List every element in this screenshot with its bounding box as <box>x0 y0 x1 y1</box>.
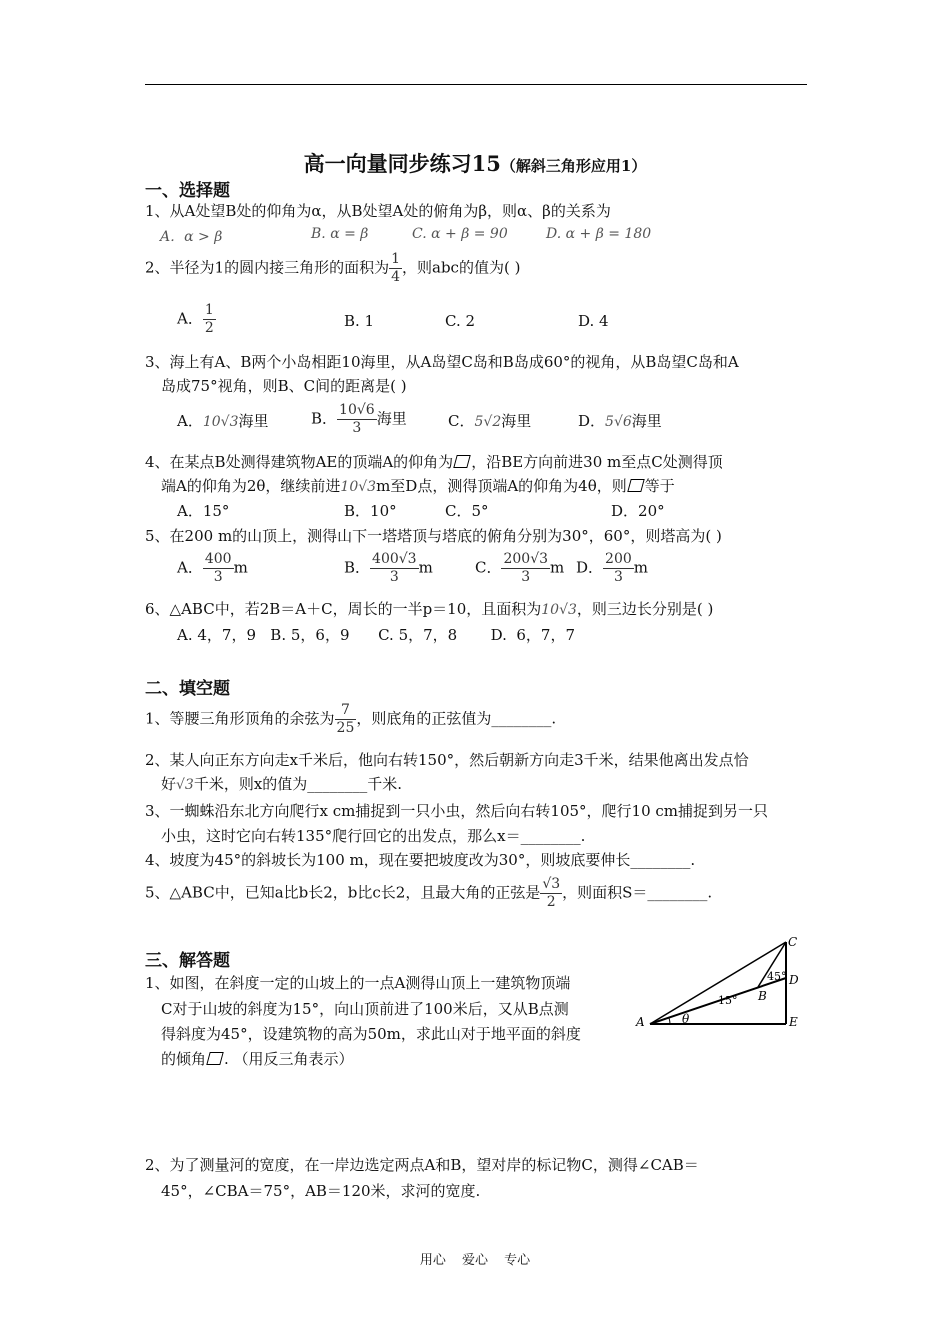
p2-line2: 45°，∠CBA＝75°，AB＝120米，求河的宽度. <box>161 1182 481 1200</box>
p1-line4-a: 的倾角 <box>161 1050 207 1068</box>
q6-stem-a: 6、△ABC中，若2B＝A＋C，周长的一半p＝10，且面积为 <box>145 600 542 618</box>
q5-option-d <box>576 551 648 586</box>
q5-option-a <box>177 551 248 586</box>
q4-option-d: D．20° <box>611 502 665 520</box>
missing-glyph-box-icon <box>206 1052 223 1065</box>
missing-glyph-box-icon <box>627 479 644 492</box>
q4-line1-b: ，沿BE方向前进30 m至点C处测得顶 <box>471 453 723 471</box>
q2-a-fraction <box>203 302 216 337</box>
q5-b-den: 3 <box>389 569 399 585</box>
q3-b-den: 3 <box>352 420 362 436</box>
sight-line-ac <box>650 942 786 1024</box>
p1-line4-b: . （用反三角表示） <box>224 1050 354 1068</box>
q5-c-unit: m <box>550 558 565 577</box>
section-answer: 三、解答题 <box>145 951 230 971</box>
q5-c-den: 3 <box>521 569 531 585</box>
q3-d-label: D． <box>578 412 606 430</box>
f2-line2-math: √3 <box>176 777 194 793</box>
p1-line3: 得斜度为45°，设建筑物的高为50m，求此山对于地平面的斜度 <box>161 1025 581 1043</box>
q5-d-fraction <box>603 551 634 586</box>
f1-num: 7 <box>335 702 357 720</box>
q5-d-num: 200 <box>605 551 632 567</box>
q2-option-a <box>177 302 216 337</box>
title-sub: （解斜三角形应用1） <box>500 157 647 175</box>
q2-stem-text: 2、半径为1的圆内接三角形的面积为 <box>145 258 390 277</box>
q5-stem: 5、在200 m的山顶上，测得山下一塔塔顶与塔底的俯角分别为30°，60°，则塔高为( ) <box>145 527 722 545</box>
p1-line2: C对于山坡的斜度为15°，向山顶前进了100米后，又从B点测 <box>161 1000 569 1018</box>
f5-text <box>145 876 712 911</box>
q4-line2 <box>161 475 675 496</box>
f2-line2-b: 千米，则x的值为________千米. <box>193 775 403 793</box>
q2-frac-num: 1 <box>391 251 401 267</box>
q1-stem: 1、从A处望B处的仰角为α，从B处望A处的俯角为β，则α、β的关系为 <box>145 202 611 220</box>
q5-d-den: 3 <box>613 569 623 585</box>
f2-line2 <box>161 773 402 794</box>
f1-fraction <box>335 702 357 737</box>
q1-option-a: A．α > β <box>160 229 223 245</box>
label-e: E <box>789 1015 798 1029</box>
q1-option-d: D. α + β = 180 <box>546 226 652 242</box>
title-main: 高一向量同步练习15 <box>303 151 501 176</box>
f5-den: 2 <box>546 894 556 910</box>
q4-option-b: B．10° <box>344 502 397 520</box>
q3-b-unit: 海里 <box>376 409 407 428</box>
slope-figure <box>630 930 810 1030</box>
section-choice: 一、选择题 <box>145 181 230 201</box>
f3-line1: 3、一蜘蛛沿东北方向爬行x cm捕捉到一只小虫，然后向右转105°，爬行10 cm捕捉到另一只 <box>145 802 769 820</box>
header-rule <box>145 84 807 85</box>
q5-a-num: 400 <box>204 551 232 567</box>
q3-line2: 岛成75°视角，则B、C间的距离是( ) <box>161 377 407 395</box>
f1-text-a: 1、等腰三角形顶角的余弦为 <box>145 709 335 728</box>
p2-line1: 2、为了测量河的宽度，在一岸边选定两点A和B，望对岸的标记物C，测得∠CAB＝ <box>145 1156 699 1174</box>
f5-num: √3 <box>542 876 561 892</box>
f3-line2: 小虫，这时它向右转135°爬行回它的出发点，那么x＝________. <box>161 827 586 845</box>
q5-a-label: A． <box>177 558 203 577</box>
q6-stem-math: 10√3 <box>541 602 577 618</box>
q4-line2-math: 10√3 <box>340 479 377 495</box>
p1-line1: 1、如图，在斜度一定的山坡上的一点A测得山顶上一建筑物顶端 <box>145 974 571 992</box>
q3-option-d <box>578 410 662 431</box>
q2-a-num: 1 <box>204 302 214 318</box>
q2-stem-end: ，则abc的值为( ) <box>402 258 521 277</box>
q5-b-label: B． <box>344 558 371 577</box>
q2-option-b: B. 1 <box>344 312 375 330</box>
q4-line2-a: 端A的仰角为2θ，继续前进 <box>161 477 341 495</box>
label-a: A <box>636 1015 645 1029</box>
section-fill: 二、填空题 <box>145 679 230 699</box>
q2-option-d: D. 4 <box>578 312 609 330</box>
q6-options: A. 4，7，9 B. 5，6，9 C. 5，7，8 D. 6，7，7 <box>177 626 576 644</box>
f5-text-a: 5、△ABC中，已知a比b长2，b比c长2，且最大角的正弦是 <box>145 883 541 902</box>
q3-line1: 3、海上有A、B两个小岛相距10海里，从A岛望C岛和B岛成60°的视角，从B岛望C岛和A <box>145 353 739 371</box>
label-b: B <box>758 989 767 1003</box>
q5-b-fraction <box>370 551 419 586</box>
q3-a-math: 10√3 <box>202 414 239 430</box>
q5-option-c <box>475 551 564 586</box>
q2-a-label: A． <box>177 309 203 328</box>
q2-stem <box>145 251 520 286</box>
q3-a-label: A． <box>177 412 203 430</box>
q4-line2-c: 等于 <box>644 477 675 495</box>
f1-text <box>145 702 556 737</box>
q4-option-a: A．15° <box>177 502 230 520</box>
f5-fraction <box>540 876 562 911</box>
f1-text-b: ，则底角的正弦值为________. <box>356 709 557 728</box>
q4-line1 <box>145 451 723 472</box>
q3-d-unit: 海里 <box>631 412 662 430</box>
q5-c-label: C． <box>475 558 502 577</box>
q5-a-unit: m <box>233 558 248 577</box>
q6-stem <box>145 598 713 619</box>
f4-text: 4、坡度为45°的斜坡长为100 m，现在要把坡度改为30°，则坡底要伸长________. <box>145 851 696 869</box>
q4-option-c: C．5° <box>445 502 489 520</box>
q5-d-label: D． <box>576 558 604 577</box>
label-angle-45: 45° <box>767 970 787 983</box>
q5-b-num: 400√3 <box>372 551 417 567</box>
label-angle-15: 15° <box>718 994 738 1007</box>
q3-option-b <box>311 402 407 437</box>
label-theta: θ <box>682 1012 690 1026</box>
q2-fraction <box>389 251 402 286</box>
q1-option-b: B. α = β <box>311 226 369 242</box>
q5-a-fraction <box>203 551 234 586</box>
q3-b-num: 10√6 <box>339 402 375 418</box>
q3-c-label: C． <box>448 412 475 430</box>
q6-stem-b: ，则三边长分别是( ) <box>576 600 714 618</box>
q4-line2-b: m至D点，测得顶端A的仰角为4θ，则 <box>376 477 627 495</box>
f5-text-b: ，则面积S＝________. <box>562 883 713 902</box>
q3-option-c <box>448 410 531 431</box>
q5-c-fraction <box>501 551 550 586</box>
q3-c-unit: 海里 <box>501 412 532 430</box>
q3-b-fraction <box>337 402 377 437</box>
q3-a-unit: 海里 <box>238 412 269 430</box>
q1-option-c: C. α + β = 90 <box>412 226 508 242</box>
f2-line2-a: 好 <box>161 775 177 793</box>
q4-line1-a: 4、在某点B处测得建筑物AE的顶端A的仰角为 <box>145 453 454 471</box>
f2-line1: 2、某人向正东方向走x千米后，他向右转150°，然后朝新方向走3千米，结果他离出发点恰 <box>145 751 749 769</box>
q5-a-den: 3 <box>213 569 223 585</box>
f1-den: 25 <box>336 720 355 736</box>
q5-c-num: 200√3 <box>503 551 549 567</box>
q2-frac-den: 4 <box>391 269 401 285</box>
label-c: C <box>788 935 798 949</box>
q3-b-label: B． <box>311 409 338 428</box>
q3-d-math: 5√6 <box>605 414 632 430</box>
p1-line4 <box>161 1048 354 1069</box>
page-title <box>0 148 950 178</box>
q2-a-den: 2 <box>204 320 214 336</box>
label-d: D <box>789 973 799 987</box>
page-footer: 用心 爱心 专心 <box>419 1253 531 1268</box>
q5-d-unit: m <box>633 558 648 577</box>
missing-glyph-box-icon <box>453 455 470 468</box>
q5-b-unit: m <box>418 558 433 577</box>
q3-c-math: 5√2 <box>474 414 502 430</box>
q3-option-a <box>177 410 269 431</box>
q5-option-b <box>344 551 433 586</box>
q2-option-c: C. 2 <box>445 312 476 330</box>
